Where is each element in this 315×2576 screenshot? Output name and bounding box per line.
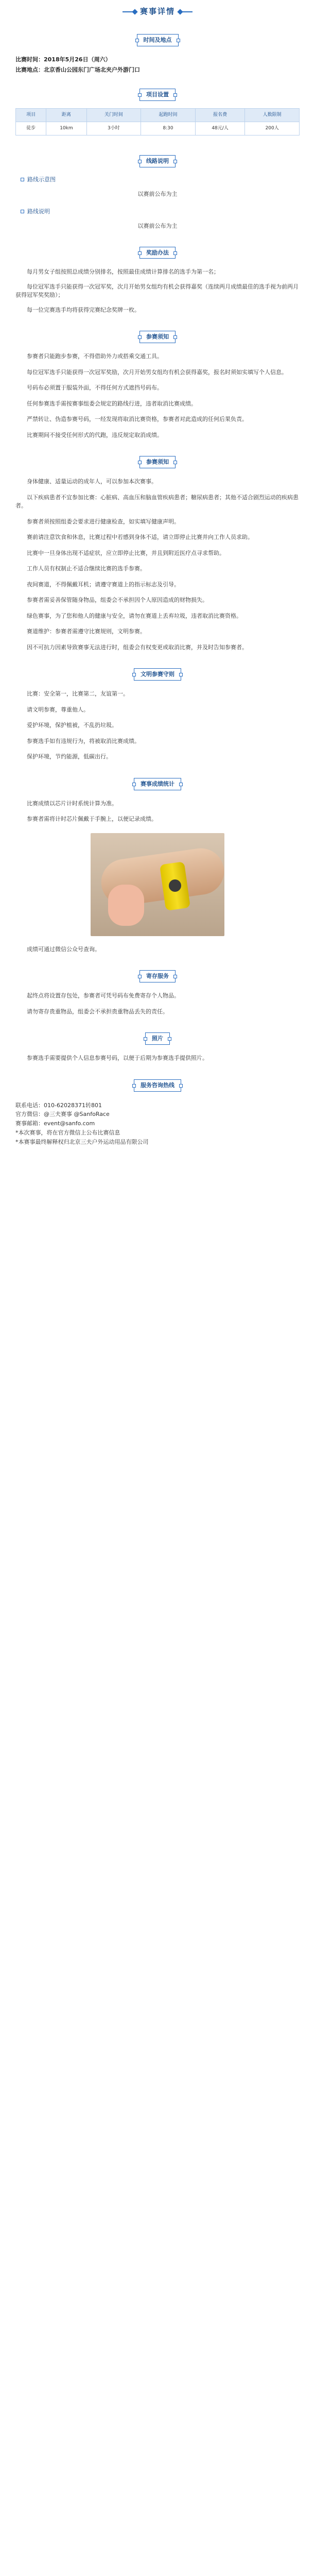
bag-paragraph: 起终点将设置存包处，参赛者可凭号码布免费寄存个人物品。 xyxy=(27,992,180,999)
photo-paragraph: 参赛选手需要提供个人信息参赛号码，以便于后期为参赛选手提供照片。 xyxy=(27,1055,208,1062)
page-header xyxy=(0,0,315,24)
section-title-conduct: 文明参赛守则 xyxy=(0,668,315,681)
table-row: 徒步 10km 3小时 8:30 48元/人 200人 xyxy=(16,122,300,135)
timing-chip xyxy=(169,879,181,892)
health-paragraph: 夜间赛道，不得佩戴耳机；请遵守赛道上的指示标志及引导。 xyxy=(27,581,180,588)
health-paragraph: 绿色赛事，为了您和他人的健康与安全，请勿在赛道上丢弃垃圾，违者取消比赛资格。 xyxy=(27,612,242,619)
health-paragraph: 比赛中一旦身体出现不适症状，应立即停止比赛，并且到附近医疗点寻求帮助。 xyxy=(27,549,225,556)
section-title-items: 项目设置 xyxy=(0,89,315,101)
registration-paragraph: 严禁转让、伪造参赛号码，一经发现将取消比赛资格，参赛者对此造成的任何后果负责。 xyxy=(27,416,248,423)
conduct-paragraph: 参赛选手如有违规行为，将被取消比赛成绩。 xyxy=(27,737,140,744)
contact-note: *本赛事最终解释权归北京三夫户外运动用品有限公司 xyxy=(15,1139,149,1146)
bag-paragraph: 请勿寄存贵重物品，组委会不承担贵重物品丢失的责任。 xyxy=(27,1008,168,1015)
section-title-registration: 参赛须知 xyxy=(0,331,315,343)
registration-paragraph: 参赛者只能跑步参赛，不得借助外力或搭乘交通工具。 xyxy=(27,353,163,360)
section-title-timing: 赛事成绩统计 xyxy=(0,778,315,790)
health-paragraph: 赛道维护：参赛者需遵守比赛规则，文明参赛。 xyxy=(27,628,146,635)
conduct-paragraph: 爱护环境，保护植被，不乱扔垃圾。 xyxy=(27,722,117,729)
timing-paragraph: 成绩可通过微信公众号查询。 xyxy=(27,945,100,953)
health-paragraph: 以下疾病患者不宜参加比赛：心脏病、高血压和脑血管疾病患者；糖尿病患者；其他不适合剧烈运动的疾病患者。 xyxy=(15,494,299,510)
contact-note: *本次赛事，将在官方微信上公布比赛信息 xyxy=(15,1129,120,1137)
timing-paragraph: 参赛者需将计时芯片佩戴于手腕上，以便记录成绩。 xyxy=(27,816,157,823)
section-title-time-place: 时间及地点 xyxy=(0,34,315,46)
contact-wechat: 官方微信：@三夫赛事 @SanfoRace xyxy=(15,1111,110,1118)
registration-paragraph: 每位冠军选手只能获得一次冠军奖励，次月开始男女组均有机会获得嘉奖，报名时须如实填写个人信息。 xyxy=(27,368,287,376)
section-title-rewards: 奖励办法 xyxy=(0,247,315,259)
health-paragraph: 身体健康、适量运动的成年人，可以参加本次赛事。 xyxy=(27,478,157,485)
contact-email: 赛事邮箱：event@sanfo.com xyxy=(15,1120,95,1127)
health-paragraph: 参赛者需妥善保管随身物品，组委会不承担因个人原因造成的财物损失。 xyxy=(27,597,208,604)
timing-paragraph: 比赛成绩以芯片计时系统计算为准。 xyxy=(27,800,117,807)
square-bullet-icon xyxy=(21,210,24,213)
route-map-label: 路线示意图 xyxy=(21,176,294,184)
rewards-paragraph: 每月男女子组按照总成绩分别排名，按照最佳成绩计算排名的选手为第一名； xyxy=(27,268,219,276)
rewards-paragraph: 每位冠军选手只能获得一次冠军奖，次月开始男女组均有机会获得嘉奖（连续两月成绩最佳的选手视为前两月获得冠军奖奖励）； xyxy=(15,283,299,299)
route-desc-label: 路线说明 xyxy=(21,208,294,216)
health-paragraph: 参赛者须按照组委会要求进行健康检查，如实填写健康声明。 xyxy=(27,518,180,525)
event-place: 比赛地点：北京香山公园东门广场北夹户外游门口 xyxy=(15,66,140,73)
section-title-photo: 照片 xyxy=(0,1032,315,1045)
items-table xyxy=(15,108,300,135)
square-bullet-icon xyxy=(21,178,24,181)
registration-paragraph: 号码布必须置于服装外面，不得任何方式遮挡号码布。 xyxy=(27,384,163,392)
section-title-route: 线路说明 xyxy=(0,155,315,167)
header-decoration xyxy=(122,11,136,12)
conduct-paragraph: 请文明参赛，尊重他人。 xyxy=(27,706,89,713)
contact-phone: 联系电话：010-62028371转801 xyxy=(15,1101,102,1109)
section-title-contact: 服务咨询热线 xyxy=(0,1079,315,1092)
conduct-paragraph: 比赛：安全第一，比赛第二，友谊第一。 xyxy=(27,690,129,698)
page-title: 赛事详情 xyxy=(139,7,175,16)
event-time: 比赛时间：2018年5月26日（周六） xyxy=(15,56,111,63)
health-paragraph: 因不可抗力因素导致赛事无法进行时，组委会有权变更或取消比赛，并及时告知参赛者。 xyxy=(27,643,248,651)
header-decoration xyxy=(179,11,192,12)
health-paragraph: 工作人员有权制止不适合继续比赛的选手参赛。 xyxy=(27,565,146,572)
route-map-note: 以赛前公布为主 xyxy=(137,190,178,197)
conduct-paragraph: 保护环境，节约能源，低碳出行。 xyxy=(27,753,112,760)
table-header-row: 项目 距离 关门时间 起跑时间 报名费 人数限制 xyxy=(16,108,300,122)
registration-paragraph: 任何参赛选手需按赛事组委会规定的路线行进，违者取消比赛成绩。 xyxy=(27,400,197,407)
rewards-paragraph: 每一位完赛选手均将获得完赛纪念奖牌一枚。 xyxy=(27,306,140,313)
route-desc-note: 以赛前公布为主 xyxy=(137,222,178,229)
section-title-bag: 寄存服务 xyxy=(0,970,315,982)
health-paragraph: 赛前请注意饮食和休息，比赛过程中若感到身体不适，请立即停止比赛并向工作人员求助。 xyxy=(27,534,253,541)
timing-chip-wristband-photo xyxy=(91,833,224,936)
section-title-health: 参赛须知 xyxy=(0,456,315,468)
registration-paragraph: 比赛期间不接受任何形式的代跑，违反规定取消成绩。 xyxy=(27,431,163,438)
